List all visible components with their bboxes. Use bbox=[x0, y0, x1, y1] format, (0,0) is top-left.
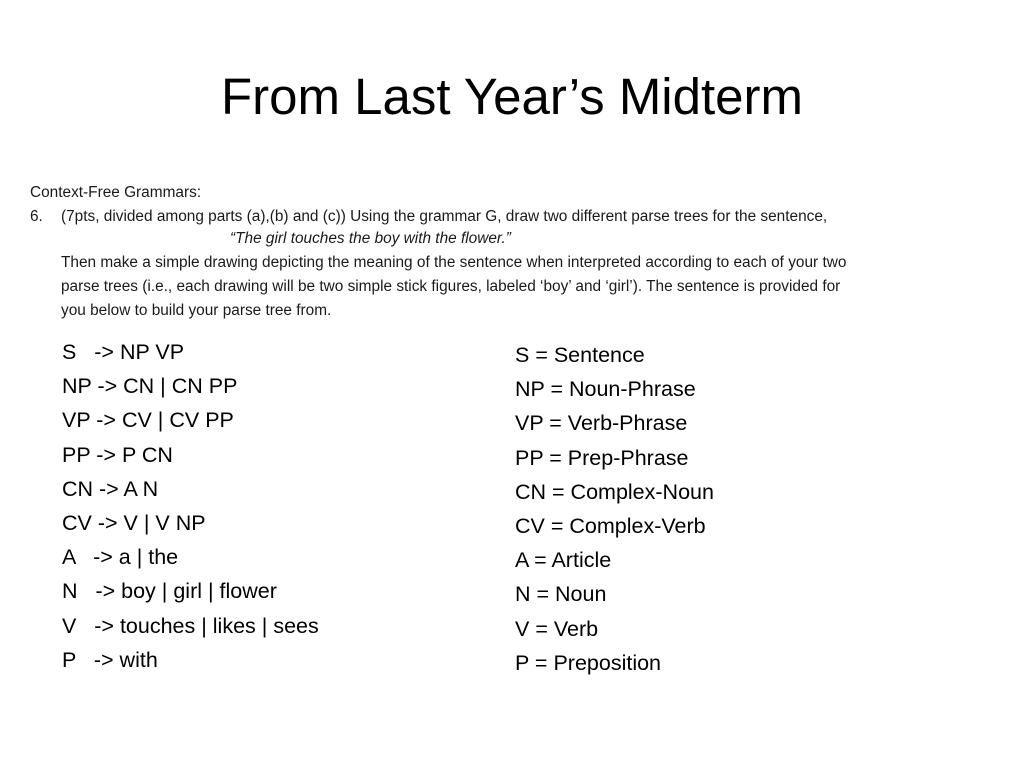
legend-entry: A = Article bbox=[515, 548, 612, 573]
legend-entry: N = Noun bbox=[515, 582, 607, 607]
legend-entry: CN = Complex-Noun bbox=[515, 479, 714, 504]
grammar-rule: P -> with bbox=[62, 647, 158, 672]
grammar-rule: V -> touches | likes | sees bbox=[62, 613, 319, 638]
grammar-rule: NP -> CN | CN PP bbox=[62, 374, 238, 399]
scan-paragraph-line-3: you below to build your parse tree from. bbox=[61, 302, 332, 319]
legend-entry: PP = Prep-Phrase bbox=[515, 445, 689, 470]
grammar-rule: CV -> V | V NP bbox=[62, 511, 206, 536]
scan-paragraph-line-2: parse trees (i.e., each drawing will be two simple stick figures, labeled ‘boy’ and ‘girl’). The sentence is provided for bbox=[61, 278, 841, 295]
legend-entry: S = Sentence bbox=[515, 343, 645, 367]
grammar-rule: CN -> A N bbox=[62, 476, 159, 501]
scan-question-number: 6. bbox=[30, 208, 43, 225]
grammar-rule: A -> a | the bbox=[62, 545, 179, 570]
legend-entry: P = Preposition bbox=[515, 650, 662, 675]
scan-quoted-sentence: “The girl touches the boy with the flower.” bbox=[230, 230, 511, 247]
legend-entry: V = Verb bbox=[515, 616, 599, 641]
scanned-question-image bbox=[30, 181, 1005, 323]
grammar-rule: S -> NP VP bbox=[62, 340, 185, 364]
grammar-rule: N -> boy | girl | flower bbox=[62, 579, 277, 604]
grammar-rule: VP -> CV | CV PP bbox=[62, 408, 234, 433]
grammar-rule: PP -> P CN bbox=[62, 442, 173, 467]
scan-paragraph-line-1: Then make a simple drawing depicting the meaning of the sentence when interpreted according to each of your two bbox=[61, 254, 847, 271]
slide-title: From Last Year’s Midterm bbox=[221, 68, 803, 125]
legend-entry: VP = Verb-Phrase bbox=[515, 411, 688, 436]
legend-entry: CV = Complex-Verb bbox=[515, 514, 706, 539]
scan-heading: Context-Free Grammars: bbox=[30, 184, 202, 201]
legend-entry: NP = Noun-Phrase bbox=[515, 377, 696, 402]
scan-question bbox=[30, 205, 1005, 229]
scan-question-text: (7pts, divided among parts (a),(b) and (c)) Using the grammar G, draw two different parse trees for the sentence, bbox=[61, 208, 828, 225]
grammar-rules-list bbox=[62, 335, 319, 677]
abbreviation-legend bbox=[515, 338, 714, 680]
